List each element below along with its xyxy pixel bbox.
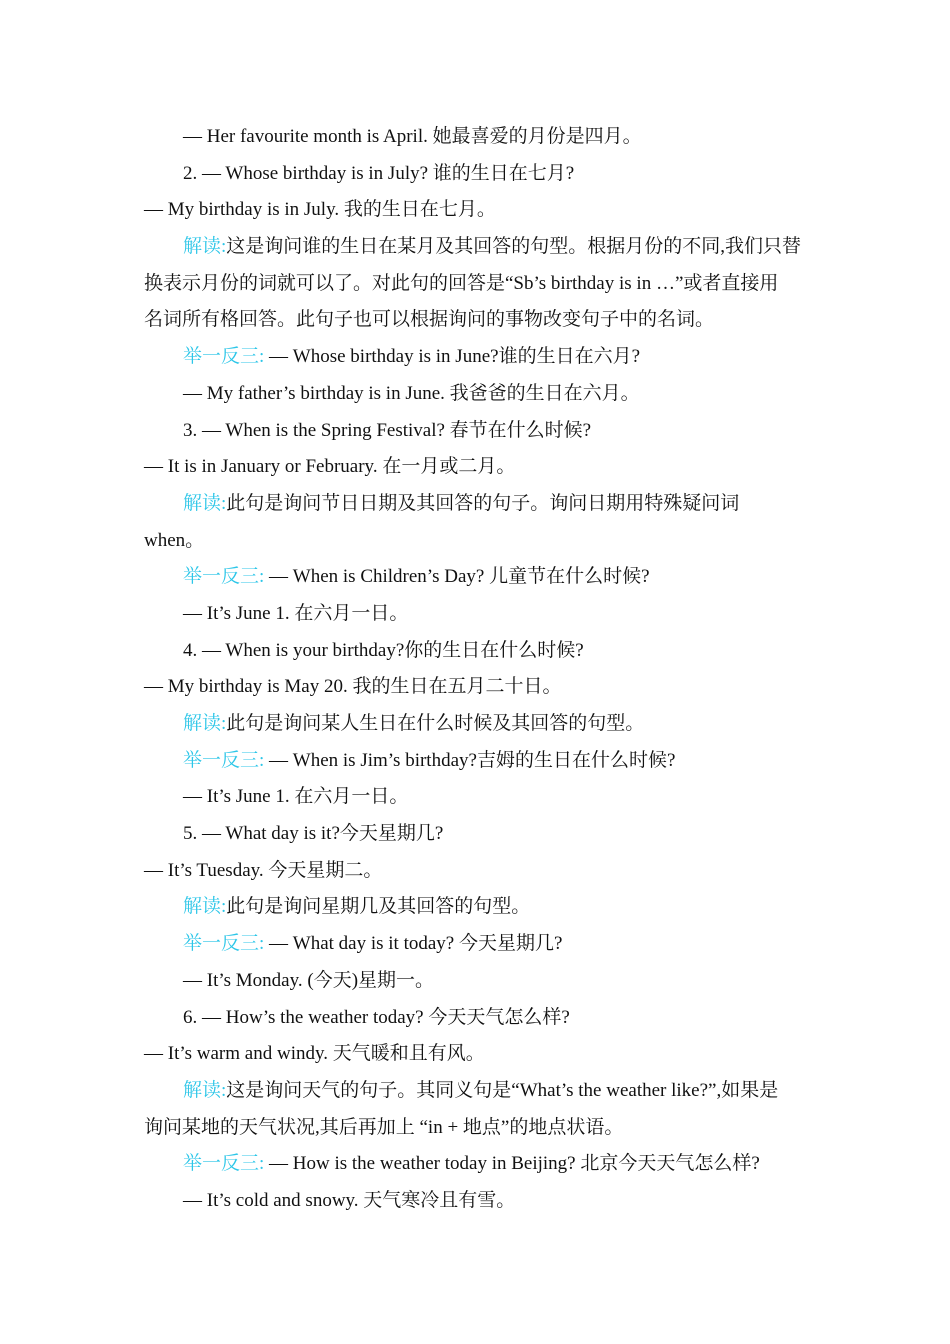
answer-line [0,1036,950,1073]
line-text: — It is in January or February. 在一月或二月。 [144,456,516,478]
line-text: 这是询问谁的生日在某月及其回答的句型。根据月份的不同,我们只替 [226,236,802,258]
line-text: when。 [144,529,205,551]
explanation-line [0,486,950,523]
answer-line [0,779,950,816]
question-line [0,1000,950,1037]
line-text: 3. — When is the Spring Festival? 春节在什么时候? [183,419,592,441]
answer-line [0,596,950,633]
answer-line [0,853,950,890]
line-text: 5. — What day is it?今天星期几? [183,823,444,845]
question-line [0,816,950,853]
line-text: — Her favourite month is April. 她最喜爱的月份是四月。 [183,126,642,147]
line-text: 名词所有格回答。此句子也可以根据询问的事物改变句子中的名词。 [144,309,715,331]
explanation-label: 解读: [183,713,227,734]
line-text: 此句是询问节日日期及其回答的句子。询问日期用特殊疑问词 [226,492,740,514]
example-line [0,743,950,780]
example-line [0,1146,950,1183]
line-text: — It’s Tuesday. 今天星期二。 [144,859,383,881]
line-text: 此句是询问星期几及其回答的句型。 [226,896,531,918]
example-label: 举一反三: [183,566,265,588]
line-text: — My birthday is in July. 我的生日在七月。 [144,199,496,221]
explanation-label: 解读: [183,896,227,918]
example-label: 举一反三: [183,1153,265,1175]
explanation-line [0,229,950,266]
answer-line [0,119,950,156]
explanation-line [0,1110,950,1147]
example-line [0,926,950,963]
explanation-line [0,706,950,743]
line-text: 换表示月份的词就可以了。对此句的回答是“Sb’s birthday is in …”或者直接用 [144,272,779,294]
answer-line [0,376,950,413]
line-text: — What day is it today? 今天星期几? [264,933,563,955]
line-text: — It’s June 1. 在六月一日。 [183,786,409,808]
explanation-label: 解读: [183,492,227,514]
line-text: — How is the weather today in Beijing? 北京今天天气怎么样? [264,1153,760,1175]
line-text: — When is Children’s Day? 儿童节在什么时候? [264,566,650,588]
line-text: — It’s warm and windy. 天气暖和且有风。 [144,1043,485,1065]
document-body [0,119,950,1220]
line-text: 询问某地的天气状况,其后再加上 “in + 地点”的地点状语。 [144,1116,624,1138]
example-line [0,339,950,376]
explanation-line [0,523,950,560]
example-label: 举一反三: [183,933,265,955]
example-label: 举一反三: [183,346,265,368]
explanation-line [0,889,950,926]
question-line [0,156,950,193]
example-label: 举一反三: [183,749,265,771]
explanation-label: 解读: [183,1079,227,1101]
explanation-line [0,1073,950,1110]
answer-line [0,1183,950,1220]
answer-line [0,669,950,706]
line-text: — It’s Monday. (今天)星期一。 [183,969,435,991]
line-text: — It’s June 1. 在六月一日。 [183,602,409,624]
answer-line [0,192,950,229]
line-text: 2. — Whose birthday is in July? 谁的生日在七月? [183,162,575,184]
line-text: — It’s cold and snowy. 天气寒冷且有雪。 [183,1189,516,1211]
line-text: — When is Jim’s birthday?吉姆的生日在什么时候? [264,749,676,771]
explanation-label: 解读: [183,236,227,258]
answer-line [0,449,950,486]
explanation-line [0,302,950,339]
answer-line [0,963,950,1000]
line-text: 这是询问天气的句子。其同义句是“What’s the weather like?”,如果是 [226,1079,779,1101]
line-text: — My father’s birthday is in June. 我爸爸的生日在六月。 [183,382,640,404]
line-text: 4. — When is your birthday?你的生日在什么时候? [183,639,584,661]
line-text: — My birthday is May 20. 我的生日在五月二十日。 [144,676,562,698]
example-line [0,559,950,596]
line-text: 此句是询问某人生日在什么时候及其回答的句型。 [226,713,645,734]
question-line [0,633,950,670]
question-line [0,413,950,450]
line-text: — Whose birthday is in June?谁的生日在六月? [264,346,641,368]
line-text: 6. — How’s the weather today? 今天天气怎么样? [183,1006,570,1028]
explanation-line [0,266,950,303]
